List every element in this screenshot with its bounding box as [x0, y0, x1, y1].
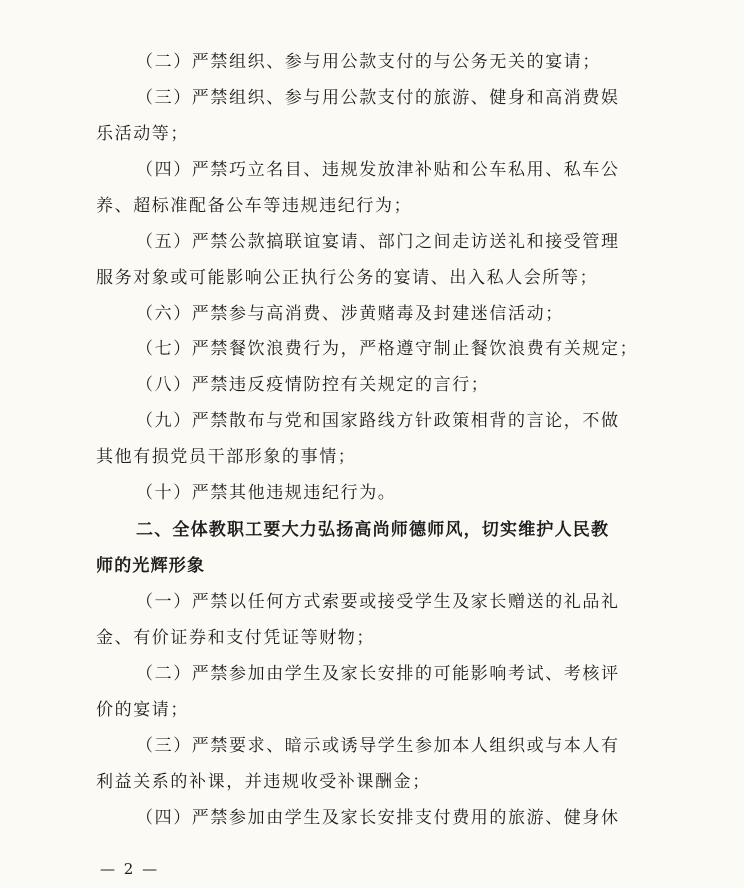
- text-line: （七）严禁餐饮浪费行为，严格遵守制止餐饮浪费有关规定；: [136, 339, 639, 359]
- page-number: — 2 —: [100, 860, 160, 878]
- text-line: （十）严禁其他违规违纪行为。: [136, 483, 397, 503]
- text-line: 利益关系的补课，并违规收受补课酬金；: [96, 772, 431, 792]
- text-line: （三）严禁要求、暗示或诱导学生参加本人组织或与本人有: [136, 736, 620, 756]
- text-line: （五）严禁公款搞联谊宴请、部门之间走访送礼和接受管理: [136, 232, 620, 252]
- text-line: （四）严禁巧立名目、违规发放津补贴和公车私用、私车公: [136, 160, 620, 180]
- text-line: （九）严禁散布与党和国家路线方针政策相背的言论，不做: [136, 411, 620, 431]
- text-line: （四）严禁参加由学生及家长安排支付费用的旅游、健身休: [136, 808, 620, 828]
- text-line: 养、超标准配备公车等违规违纪行为；: [96, 196, 413, 216]
- section-heading: 师的光辉形象: [96, 556, 206, 576]
- text-line: 乐活动等；: [96, 124, 189, 144]
- section-heading: 二、全体教职工要大力弘扬高尚师德师风，切实维护人民教: [136, 520, 610, 540]
- text-line: （六）严禁参与高消费、涉黄赌毒及封建迷信活动；: [136, 304, 564, 324]
- text-line: （八）严禁违反疫情防控有关规定的言行；: [136, 375, 490, 395]
- text-line: 服务对象或可能影响公正执行公务的宴请、出入私人会所等；: [96, 268, 599, 288]
- text-line: 价的宴请；: [96, 700, 189, 720]
- text-line: （一）严禁以任何方式索要或接受学生及家长赠送的礼品礼: [136, 592, 620, 612]
- text-line: 其他有损党员干部形象的事情；: [96, 447, 357, 467]
- text-line: （二）严禁组织、参与用公款支付的与公务无关的宴请；: [136, 52, 601, 72]
- text-line: （二）严禁参加由学生及家长安排的可能影响考试、考核评: [136, 664, 620, 684]
- text-line: （三）严禁组织、参与用公款支付的旅游、健身和高消费娱: [136, 88, 620, 108]
- text-line: 金、有价证券和支付凭证等财物；: [96, 628, 375, 648]
